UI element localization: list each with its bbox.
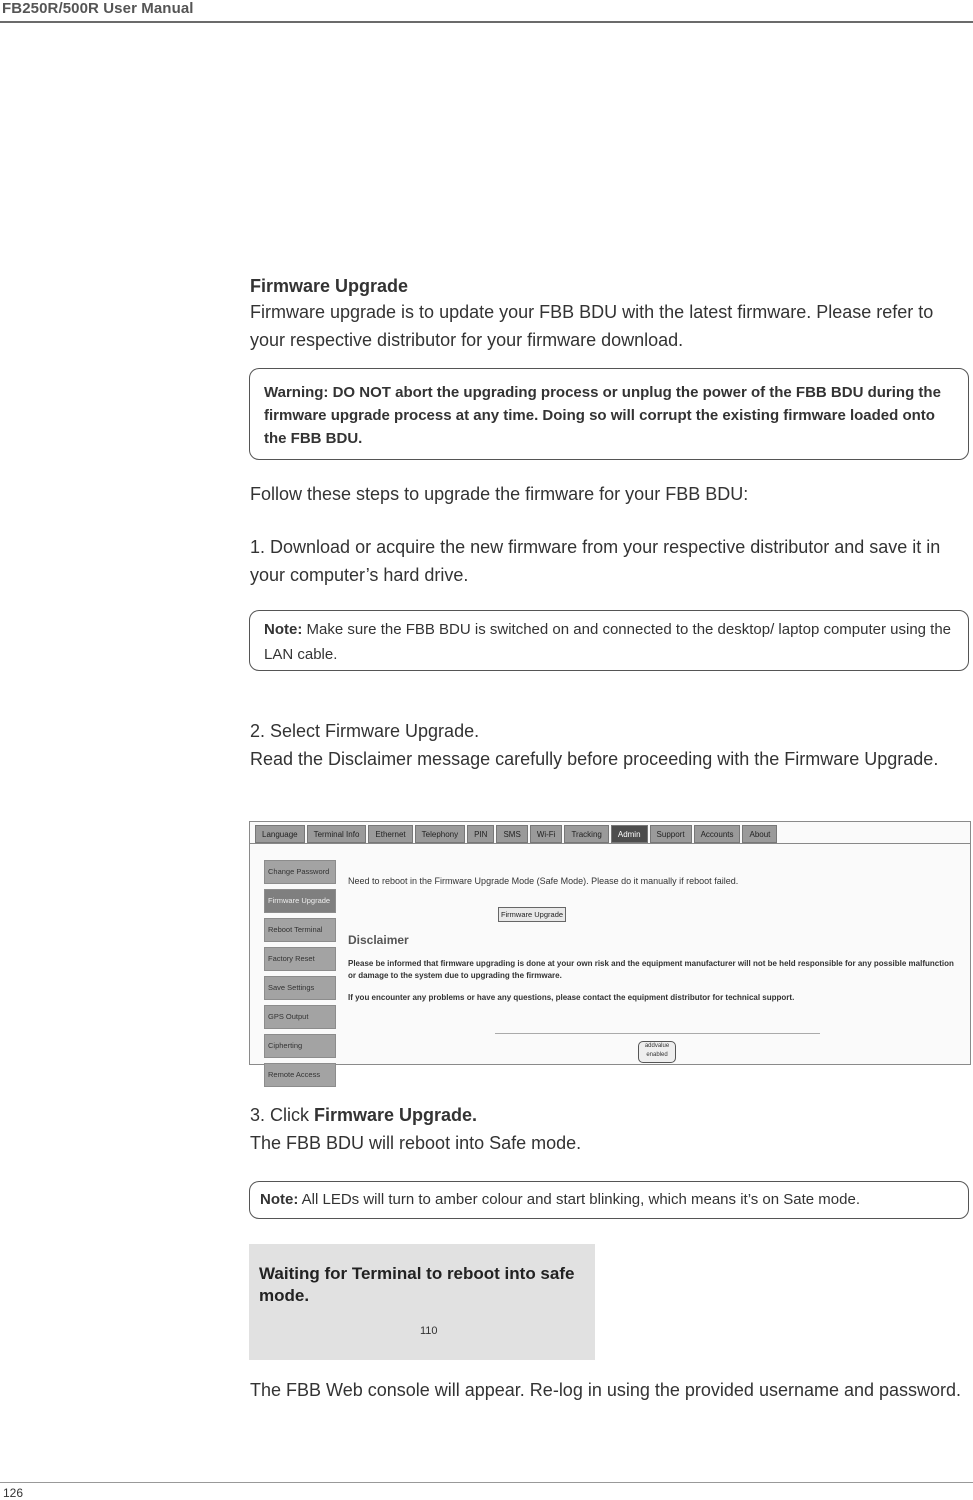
console-divider <box>495 1033 820 1034</box>
step-3 <box>250 1101 970 1157</box>
tab-divider <box>250 843 970 844</box>
firmware-upgrade-button[interactable]: Firmware Upgrade <box>498 907 566 922</box>
disclaimer-text: Please be informed that firmware upgrading is done at your own risk and the equipment manufacturer will not be held responsible for any possible malfunction or damage to the system due to upgrading the firmware. <box>348 959 954 980</box>
sidebar-item-cipherting[interactable]: Cipherting <box>264 1034 336 1058</box>
disclaimer-support-text: If you encounter any problems or have any questions, please contact the equipment distributor for technical support. <box>348 993 795 1002</box>
tab-support[interactable]: Support <box>650 825 692 843</box>
note-text: All LEDs will turn to amber colour and start blinking, which means it’s on Sate mode. <box>298 1191 860 1208</box>
sidebar-item-change-password[interactable]: Change Password <box>264 860 336 884</box>
sidebar-item-save-settings[interactable]: Save Settings <box>264 976 336 1000</box>
logo-line-1: addvalue <box>644 1043 670 1049</box>
sidebar-item-firmware-upgrade[interactable]: Firmware Upgrade <box>264 889 336 913</box>
console-tab-bar <box>255 825 777 843</box>
tab-sms[interactable]: SMS <box>496 825 527 843</box>
note-text: Make sure the FBB BDU is switched on and connected to the desktop/ laptop computer using the LAN cable. <box>264 621 952 663</box>
page-number: 126 <box>3 1486 24 1500</box>
tab-wifi[interactable]: Wi-Fi <box>530 825 563 843</box>
warning-box <box>249 368 969 460</box>
countdown: 110 <box>420 1325 438 1337</box>
note-label: Note: <box>264 621 303 638</box>
tab-accounts[interactable]: Accounts <box>694 825 741 843</box>
note-box-lan <box>249 610 969 671</box>
step-2-line1: 2. Select Firmware Upgrade. <box>250 721 480 741</box>
tab-admin[interactable]: Admin <box>611 825 648 843</box>
tab-ethernet[interactable]: Ethernet <box>368 825 412 843</box>
web-console-screenshot <box>249 821 971 1079</box>
admin-sidebar <box>264 860 336 1092</box>
steps-intro: Follow these steps to upgrade the firmware for your FBB BDU: <box>250 484 749 504</box>
tab-terminal-info[interactable]: Terminal Info <box>307 825 367 843</box>
warning-text: Warning: DO NOT abort the upgrading process or unplug the power of the FBB BDU during the firmware upgrade process at any time. Doing so will corrupt the existing firmware loaded onto the FBB BDU. <box>264 384 941 447</box>
manual-title: FB250R/500R User Manual <box>2 0 194 17</box>
step-2 <box>250 717 970 773</box>
logo-line-2: enabled <box>646 1052 668 1058</box>
disclaimer-title: Disclaimer <box>348 933 409 947</box>
step-3-line2: The FBB BDU will reboot into Safe mode. <box>250 1133 582 1153</box>
step-1: 1. Download or acquire the new firmware from your respective distributor and save it in your computer’s hard drive. <box>250 537 941 585</box>
step-3-bold: Firmware Upgrade. <box>314 1105 478 1125</box>
step-2-line2: Read the Disclaimer message carefully before proceeding with the Firmware Upgrade. <box>250 749 939 769</box>
note-label: Note: <box>260 1191 299 1208</box>
footer-divider <box>0 1482 973 1483</box>
tab-about[interactable]: About <box>742 825 777 843</box>
tab-pin[interactable]: PIN <box>467 825 494 843</box>
addvalue-logo <box>638 1041 676 1063</box>
tab-tracking[interactable]: Tracking <box>564 825 608 843</box>
waiting-panel <box>249 1244 595 1360</box>
sidebar-item-remote-access[interactable]: Remote Access <box>264 1063 336 1087</box>
note-box-leds <box>249 1181 969 1219</box>
header-divider <box>0 21 973 23</box>
reboot-message: Need to reboot in the Firmware Upgrade Mode (Safe Mode). Please do it manually if reboot failed. <box>348 876 739 886</box>
intro-paragraph: Firmware upgrade is to update your FBB BDU with the latest firmware. Please refer to your respective distributor for your firmware download. <box>250 302 934 350</box>
sidebar-item-gps-output[interactable]: GPS Output <box>264 1005 336 1029</box>
sidebar-item-factory-reset[interactable]: Factory Reset <box>264 947 336 971</box>
tab-language[interactable]: Language <box>255 825 305 843</box>
section-title: Firmware Upgrade <box>250 276 409 296</box>
step-3-prefix: 3. Click <box>250 1105 315 1125</box>
waiting-title: Waiting for Terminal to reboot into safe mode. <box>259 1264 575 1305</box>
sidebar-item-reboot-terminal[interactable]: Reboot Terminal <box>264 918 336 942</box>
tab-telephony[interactable]: Telephony <box>415 825 465 843</box>
final-paragraph: The FBB Web console will appear. Re-log in using the provided username and password. <box>250 1380 962 1400</box>
